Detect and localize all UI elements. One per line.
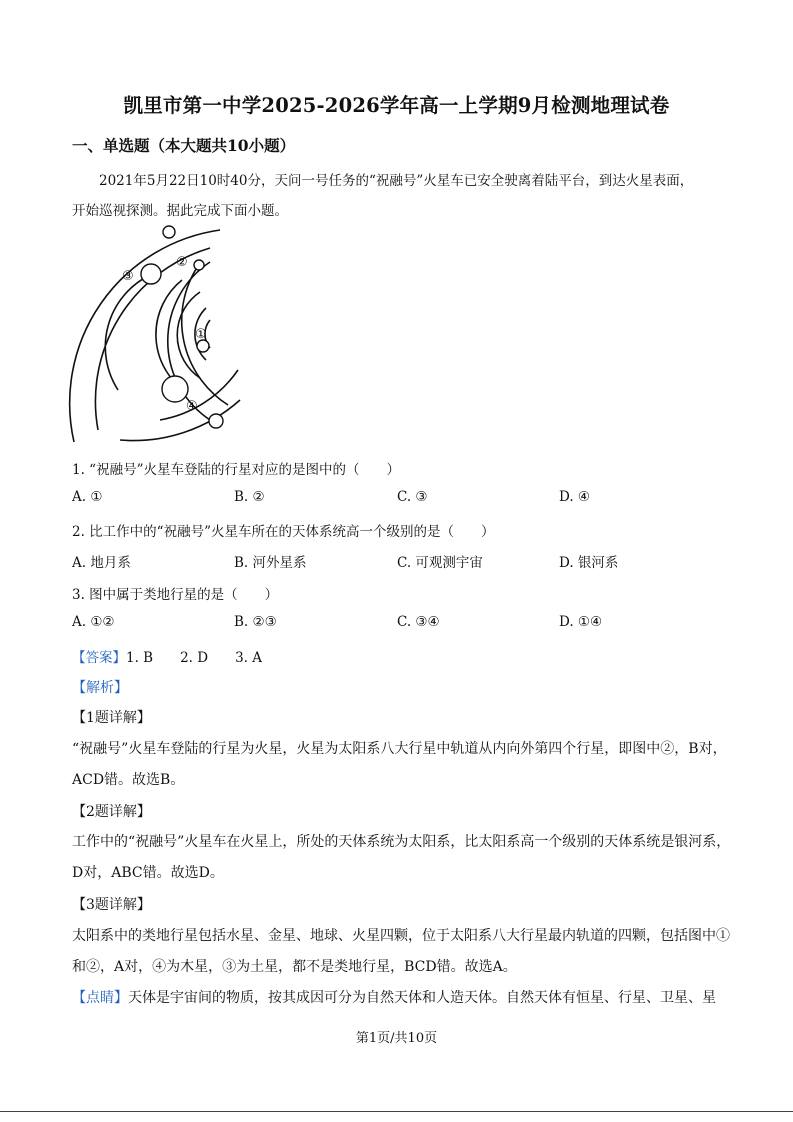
page-footer: 第1页/共10页 <box>355 1031 438 1046</box>
tip-row <box>72 987 716 1007</box>
answer-values: 1. B 2. D 3. A <box>126 650 263 666</box>
detail-2-head: 【2题详解】 <box>72 804 151 820</box>
tip-text: 天体是宇宙间的物质，按其成因可分为自然天体和人造天体。自然天体有恒星、行星、卫星、星 <box>128 990 716 1006</box>
q2-option-d[interactable]: D. 银河系 <box>559 555 619 571</box>
planet-outer-bottom <box>209 414 223 428</box>
detail-2-line-2: D对，ABC错。故选D。 <box>72 865 224 881</box>
detail-1-line-1: “祝融号”火星车登陆的行星为火星，火星为太阳系八大行星中轨道从内向外第四个行星，即图中②，B对， <box>72 741 727 757</box>
detail-3-line-1: 太阳系中的类地行星包括水星、金星、地球、火星四颗，位于太阳系八大行星最内轨道的四颗，包括图中① <box>72 928 730 944</box>
question-2-stem: 2. 比工作中的“祝融号”火星车所在的天体系统高一个级别的是（ ） <box>72 524 495 540</box>
q3-option-b[interactable]: B. ②③ <box>234 614 277 630</box>
question-1-stem: 1. “祝融号”火星车登陆的行星对应的是图中的（ ） <box>72 462 400 478</box>
detail-2-line-1: 工作中的“祝融号”火星车在火星上，所处的天体系统为太阳系，比太阳系高一个级别的天体系统是银河系， <box>72 834 731 850</box>
planet-jupiter <box>162 376 188 402</box>
planet-outer-top <box>163 226 175 238</box>
detail-1-head: 【1题详解】 <box>72 710 151 726</box>
planet-small-top <box>194 260 204 270</box>
q3-option-a[interactable]: A. ①② <box>72 614 115 630</box>
q1-option-a[interactable]: A. ① <box>72 489 103 505</box>
orbit-3-upper <box>105 276 148 390</box>
tip-label: 【点睛】 <box>72 990 128 1006</box>
q1-option-c[interactable]: C. ③ <box>397 489 428 505</box>
marker-3: ③ <box>122 269 134 284</box>
q1-option-d[interactable]: D. ④ <box>559 489 591 505</box>
q3-option-d[interactable]: D. ①④ <box>559 614 603 630</box>
answer-row <box>72 646 262 666</box>
intro-line-1: 2021年5月22日10时40分，天问一号任务的“祝融号”火星车已安全驶离着陆平台，到达火星表面， <box>99 173 694 189</box>
marker-4: ④ <box>186 399 198 414</box>
q2-option-c[interactable]: C. 可观测宇宙 <box>397 555 483 571</box>
answer-label: 【答案】 <box>72 650 126 666</box>
section-heading: 一、单选题（本大题共10小题） <box>72 136 296 155</box>
page-bottom-rule <box>0 1111 793 1112</box>
q2-option-a[interactable]: A. 地月系 <box>72 555 131 571</box>
marker-1: ① <box>195 327 207 342</box>
analysis-label: 【解析】 <box>72 680 128 696</box>
page-title: 凯里市第一中学2025-2026学年高一上学期9月检测地理试卷 <box>123 94 670 117</box>
q1-option-b[interactable]: B. ② <box>234 489 265 505</box>
q3-option-c[interactable]: C. ③④ <box>397 614 440 630</box>
solar-system-figure <box>60 220 260 450</box>
detail-3-line-2: 和②，A对，④为木星，③为土星，都不是类地行星，BCD错。故选A。 <box>72 959 517 975</box>
planet-saturn <box>141 264 161 284</box>
orbit-1 <box>156 280 186 392</box>
intro-line-2: 开始巡视探测。据此完成下面小题。 <box>72 203 288 219</box>
detail-3-head: 【3题详解】 <box>72 897 151 913</box>
question-3-stem: 3. 图中属于类地行星的是（ ） <box>72 587 279 603</box>
detail-1-line-2: ACD错。故选B。 <box>72 772 185 788</box>
q2-option-b[interactable]: B. 河外星系 <box>234 555 307 571</box>
marker-2: ② <box>176 255 188 270</box>
